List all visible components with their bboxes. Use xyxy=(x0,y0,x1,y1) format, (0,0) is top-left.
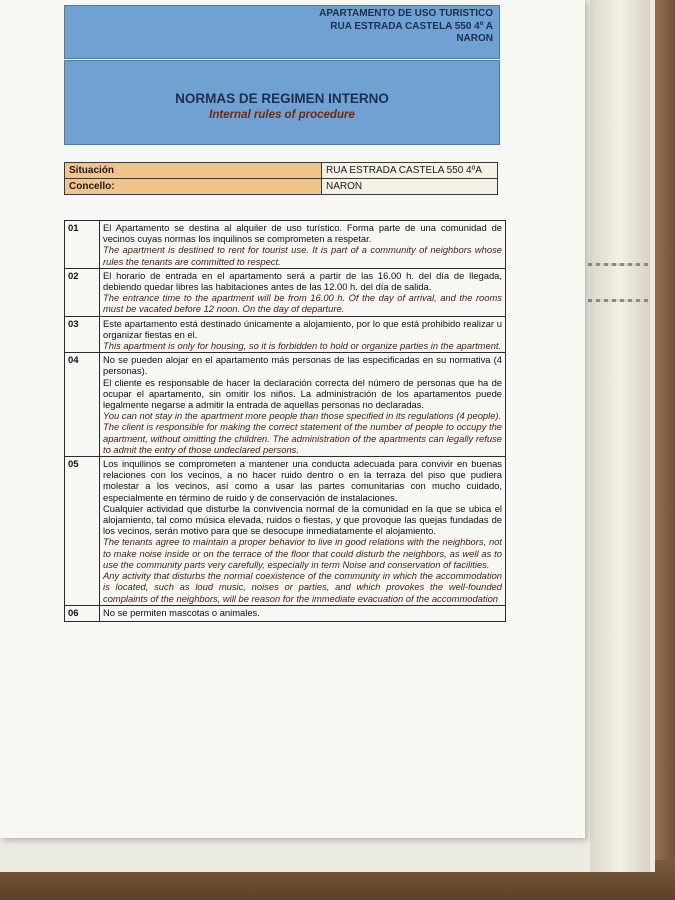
header-line-2: RUA ESTRADA CASTELA 550 4º A xyxy=(330,20,493,32)
rule-text-spanish: No se pueden alojar en el apartamento más personas de las especificadas en su normativa (4 personas). xyxy=(103,354,502,377)
rule-number: 04 xyxy=(65,353,100,457)
rule-text xyxy=(100,457,506,606)
rule-text-spanish-2: Cualquier actividad que disturbe la convivencia normal de la comunidad en la que se ubica el alojamiento, tal como música elevada, ruidos o fiestas, y que provoque las quejas fundadas de los vecinos, serán motivo para que se desocupe inmediatamente el alojamiento. xyxy=(103,502,502,537)
rule-text xyxy=(100,353,506,457)
rule-text-english: The apartment is destined to rent for tourist use. It is part of a community of neighbors whose rules the tenants are committed to respect. xyxy=(103,244,502,267)
rule-text-spanish: No se permiten mascotas o animales. xyxy=(103,606,260,618)
title-english: Internal rules of procedure xyxy=(209,109,355,121)
rules-table xyxy=(64,220,506,622)
rule-number: 05 xyxy=(65,457,100,606)
title-banner xyxy=(64,60,500,145)
rule-text xyxy=(100,268,506,316)
rule-text-spanish-2: El cliente es responsable de hacer la declaración correcta del número de personas que ha de ocupar el apartamento, sin omitir los niños. La administración de los apartamentos puede legalmente negarse a admitir la entrada de aquellas personas no declaradas. xyxy=(103,376,502,411)
rule-number: 03 xyxy=(65,316,100,353)
rule-text xyxy=(100,221,506,269)
rule-row-04 xyxy=(65,353,506,457)
binder-wire-upper xyxy=(588,263,648,266)
header-address xyxy=(319,8,493,46)
rule-text-english: The tenants agree to maintain a proper behavior to live in good relations with the neighbors, not to make noise inside or on the terrace of the floor that could disturb the neighbors, as well as to use the community parts very carefully, especially in term Noise and conservation of facilities. xyxy=(103,536,502,570)
binder-edge xyxy=(590,0,650,872)
rule-row-06 xyxy=(65,605,506,621)
rule-text xyxy=(100,316,506,353)
rule-text-english-2: The client is responsible for making the correct statement of the number of people to occupy the apartment, without omitting the children. The administration of the apartments can legally refuse to admit the entry of those undeclared persons. xyxy=(103,421,502,455)
header-line-3: NARON xyxy=(456,33,493,44)
concello-value: NARON xyxy=(322,179,498,195)
rule-number: 06 xyxy=(65,605,100,621)
concello-label: Concello: xyxy=(65,179,322,195)
header-line-1: APARTAMENTO DE USO TURISTICO xyxy=(319,8,493,19)
rule-text xyxy=(100,605,506,621)
rule-row-01 xyxy=(65,221,506,269)
rule-text-spanish: El horario de entrada en el apartamento será a partir de las 16.00 h. del día de llegada, debiendo quedar libres las habitaciones antes de las 12.00 h. del día de salida. xyxy=(103,269,502,293)
situacion-value: RUA ESTRADA CASTELA 550 4ºA xyxy=(322,163,498,179)
rule-text-english-2: Any activity that disturbs the normal coexistence of the community in which the accommodation is located, such as loud music, noises or parties, and which provokes the well-founded complaints of the neighbors, will be reason for the immediate evacuation of the accommodation xyxy=(103,570,502,604)
title-spanish: NORMAS DE REGIMEN INTERNO xyxy=(175,91,389,106)
header-banner xyxy=(64,5,500,59)
situacion-row xyxy=(65,163,498,179)
rule-row-05 xyxy=(65,457,506,606)
rule-row-02 xyxy=(65,268,506,316)
rule-row-03 xyxy=(65,316,506,353)
binder-wire-lower xyxy=(588,299,648,302)
rule-text-spanish: El Apartamento se destina al alquiler de uso turístico. Forma parte de una comunidad de vecinos cuyas normas los inquilinos se comprometen a respetar. xyxy=(103,222,502,245)
rule-number: 02 xyxy=(65,268,100,316)
rule-text-english: You can not stay in the apartment more people than those specified in its regulations (4 people). xyxy=(103,410,502,422)
concello-row xyxy=(65,179,498,195)
location-table xyxy=(64,162,498,195)
rule-number: 01 xyxy=(65,221,100,269)
rule-text-english: The entrance time to the apartment will be from 16.00 h. Of the day of arrival, and the rooms must be vacated before 12 noon. On the day of departure. xyxy=(103,292,502,315)
rule-text-english: This apartment is only for housing, so it is forbidden to hold or organize parties in the apartment. xyxy=(103,340,502,352)
rule-text-spanish: Los inquilinos se comprometen a mantener una conducta adecuada para convivir en buenas relaciones con los vecinos, a no hacer ruido dentro o en la terraza del piso que pudiera molestar a los vecinos, así como a usar las partes comunitarias con mucho cuidado, especialmente en término de ruido y de conservación de instalaciones. xyxy=(103,458,502,503)
situacion-label: Situación xyxy=(65,163,322,179)
rule-text-spanish: Este apartamento está destinado únicamente a alojamiento, por lo que está prohibido realizar u organizar fiestas en el. xyxy=(103,317,502,340)
